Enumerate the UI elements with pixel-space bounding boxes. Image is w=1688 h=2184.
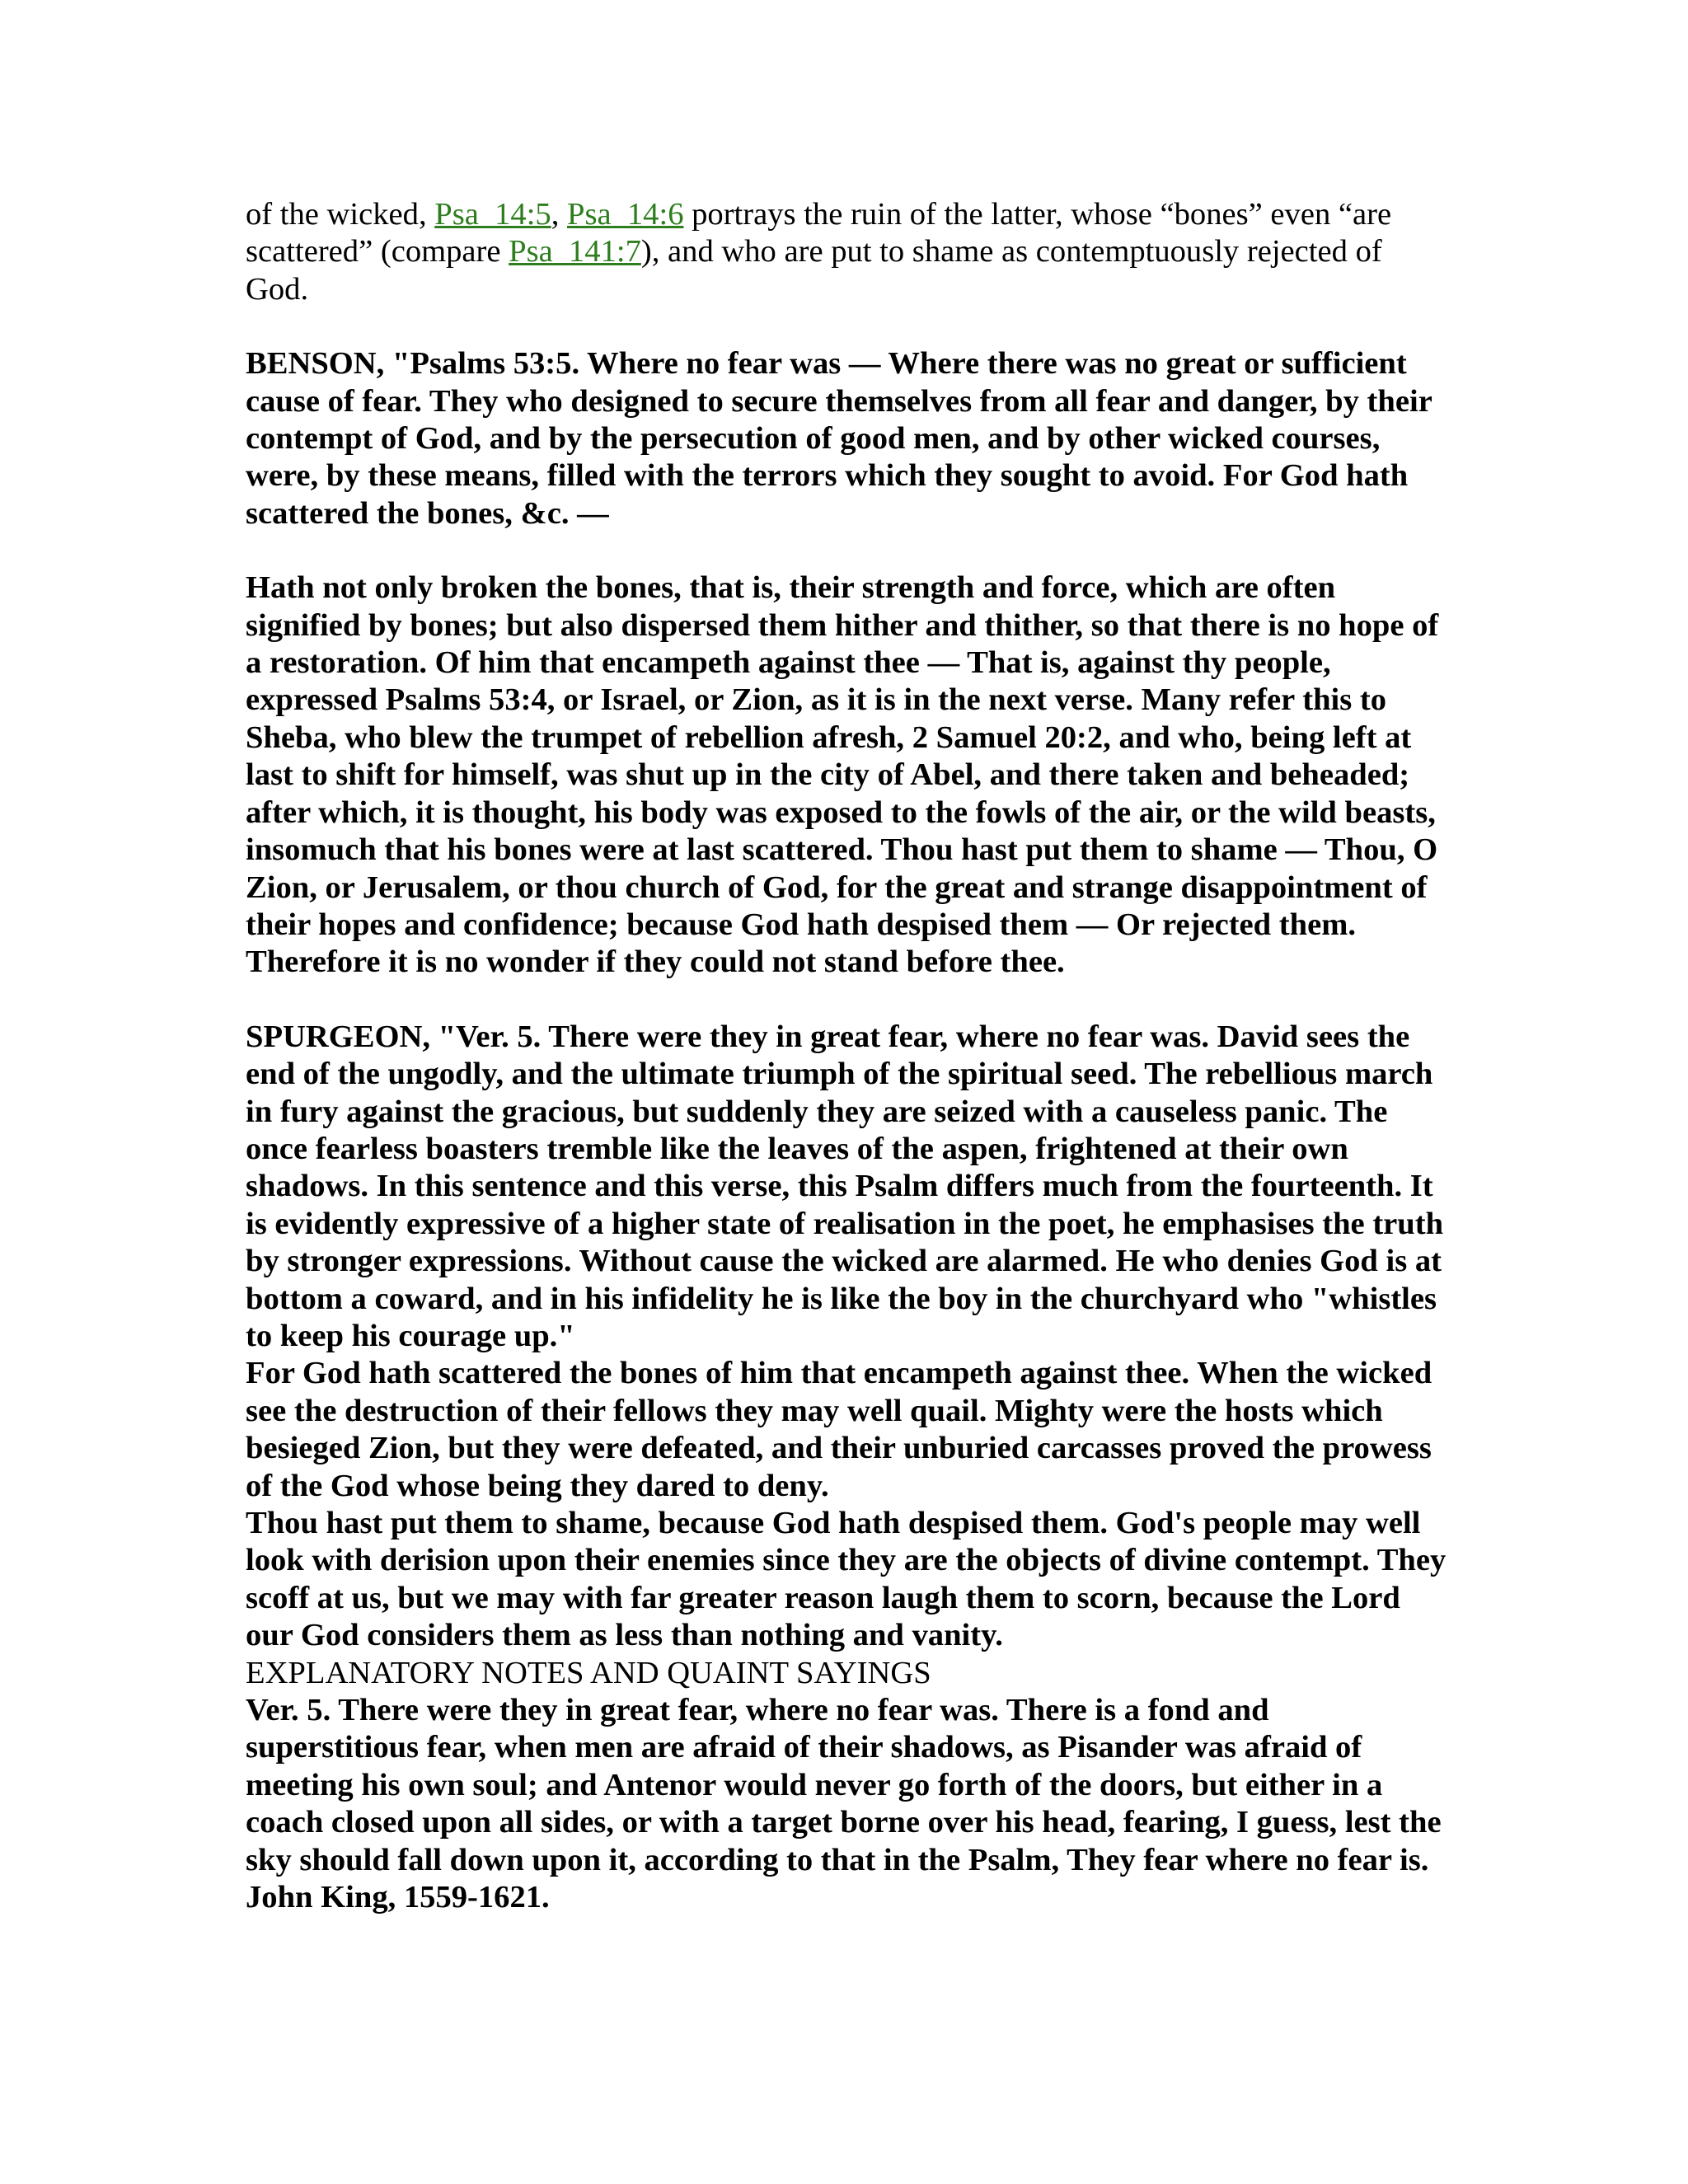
intro-text-3: portrays the ruin of the latter, whose “bones” even “are scattered” (compare — [246, 197, 1392, 269]
benson-paragraph-1: BENSON, "Psalms 53:5. Where no fear was — Where there was no great or sufficient cause of fear. They who designed to secure themselves from all fear and danger, by their contempt of God, and by the persecution of good men, and by other wicked courses, were, by these means, filled with the terrors which they sought to avoid. For God hath scattered the bones, &c. — — [246, 346, 1432, 531]
explanatory-notes-heading: EXPLANATORY NOTES AND QUAINT SAYINGS — [246, 1655, 931, 1690]
page-body — [246, 196, 1449, 1916]
spurgeon-paragraph-3: Thou hast put them to shame, because God hath despised them. God's people may well look with derision upon their enemies since they are the objects of divine contempt. They scoff at us, but we may with far greater reason laugh them to scorn, because the Lord our God considers them as less than nothing and vanity. — [246, 1506, 1447, 1653]
scripture-link-psa-14-5[interactable]: Psa_14:5 — [434, 197, 551, 232]
spurgeon-paragraph-4: Ver. 5. There were they in great fear, where no fear was. There is a fond and superstitious fear, when men are afraid of their shadows, as Pisander was afraid of meeting his own soul; and Antenor would never go forth of the doors, but either in a coach closed upon all sides, or with a target borne over his head, fearing, I guess, lest the sky should fall down upon it, according to that in the Psalm, They fear where no fear is. John King, 1559-1621. — [246, 1693, 1442, 1915]
benson-paragraph-2: Hath not only broken the bones, that is, their strength and force, which are often signified by bones; but also dispersed them hither and thither, so that there is no hope of a restoration. Of him that encampeth against thee — That is, against thy people, expressed Psalms 53:4, or Israel, or Zion, as it is in the next verse. Many refer this to Sheba, who blew the trumpet of rebellion afresh, 2 Samuel 20:2, and who, being left at last to shift for himself, was shut up in the city of Abel, and there taken and beheaded; after which, it is thought, his body was exposed to the fowls of the air, or the wild beasts, insomuch that his bones were at last scattered. Thou hast put them to shame — Thou, O Zion, or Jerusalem, or thou church of God, for the great and strange disappointment of their hopes and confidence; because God hath despised them — Or rejected them. Therefore it is no wonder if they could not stand before thee. — [246, 570, 1439, 980]
intro-text-4: ), and who are put to shame as contemptuously rejected of God. — [246, 234, 1382, 307]
intro-text-2: , — [551, 197, 568, 232]
scripture-link-psa-141-7[interactable]: Psa_141:7 — [509, 234, 641, 269]
intro-paragraph — [246, 196, 1449, 308]
spurgeon-paragraph-1: SPURGEON, "Ver. 5. There were they in great fear, where no fear was. David sees the end of the ungodly, and the ultimate triumph of the spiritual seed. The rebellious march in fury against the gracious, but suddenly they are seized with a causeless panic. The once fearless boasters tremble like the leaves of the aspen, frightened at their own shadows. In this sentence and this verse, this Psalm differs much from the fourteenth. It is evidently expressive of a higher state of realisation in the poet, he emphasises the truth by stronger expressions. Without cause the wicked are alarmed. He who denies God is at bottom a coward, and in his infidelity he is like the boy in the churchyard who "whistles to keep his courage up." — [246, 1019, 1444, 1353]
intro-text-1: of the wicked, — [246, 197, 435, 232]
spurgeon-paragraph-2: For God hath scattered the bones of him that encampeth against thee. When the wicked see the destruction of their fellows they may well quail. Mighty were the hosts which besieged Zion, but they were defeated, and their unburied carcasses proved the prowess of the God whose being they dared to deny. — [246, 1356, 1432, 1503]
scripture-link-psa-14-6[interactable]: Psa_14:6 — [567, 197, 684, 232]
